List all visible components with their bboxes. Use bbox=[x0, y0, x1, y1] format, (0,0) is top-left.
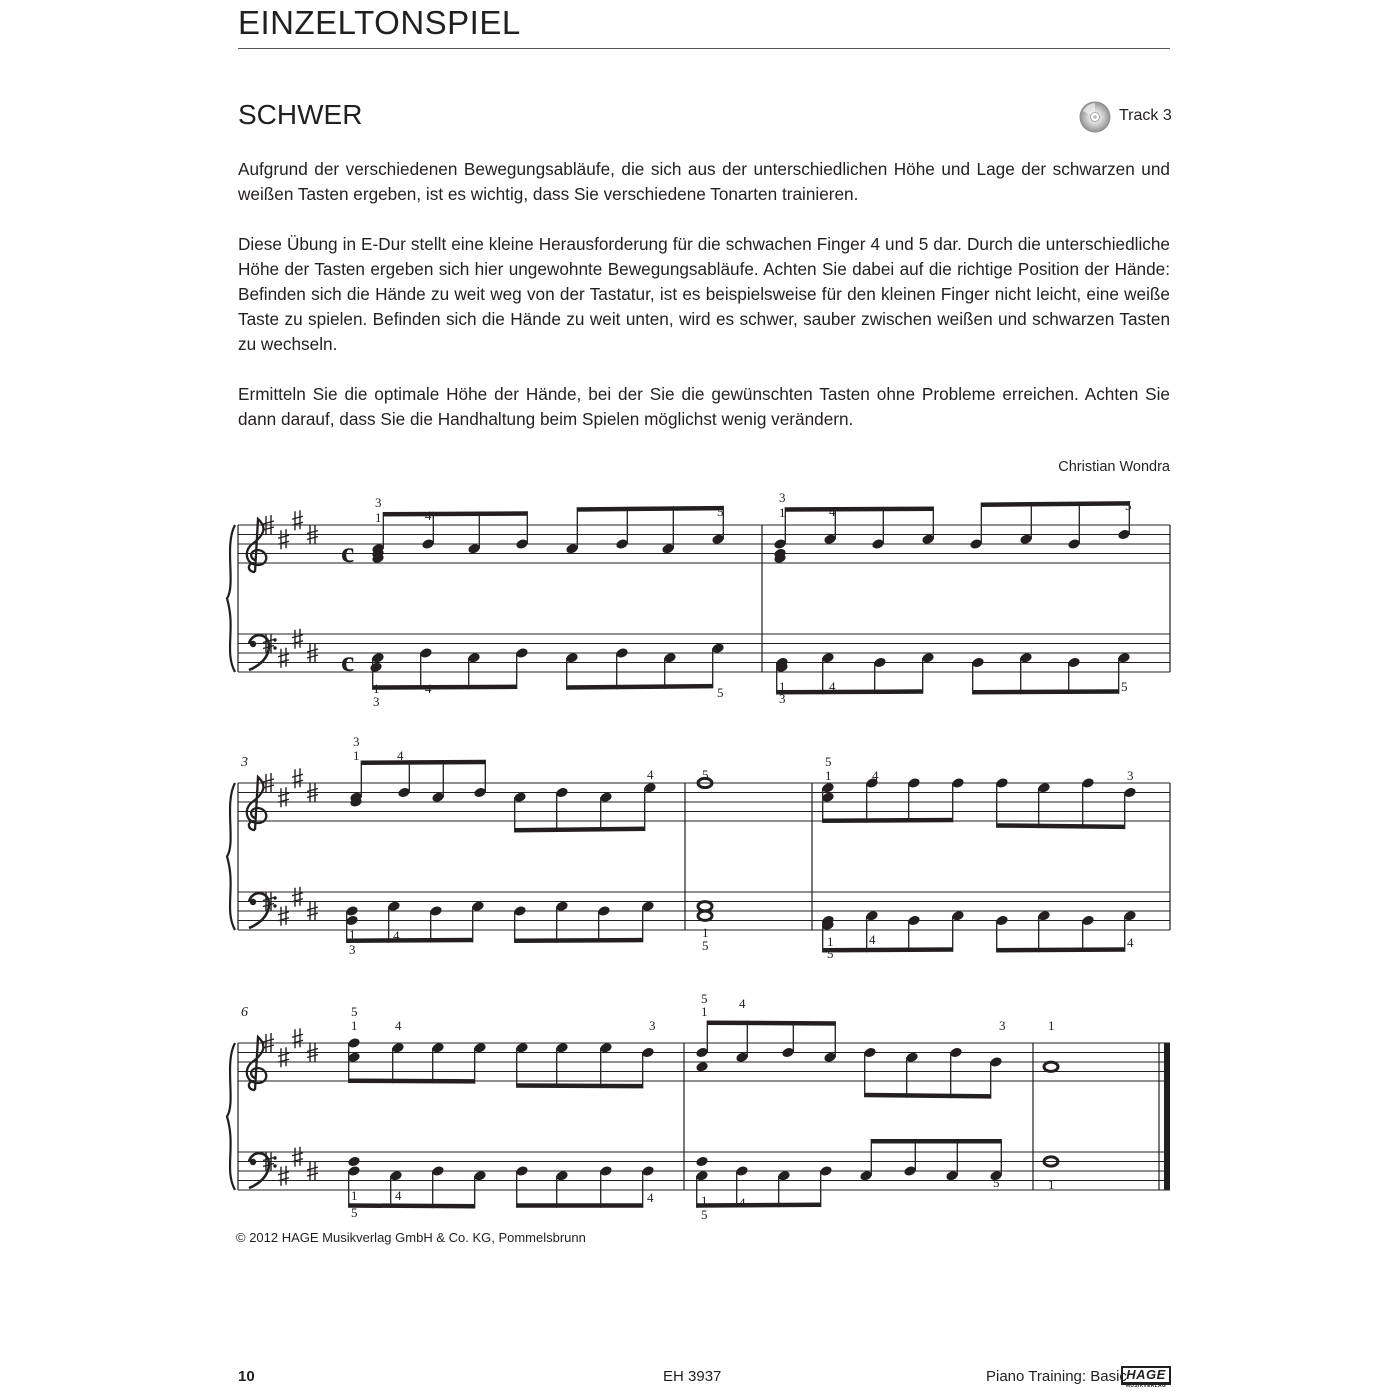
treble-clef bbox=[247, 1037, 266, 1090]
fingering-number: 4 bbox=[739, 996, 746, 1011]
sharp-sign bbox=[278, 787, 289, 807]
final-barline-thick bbox=[1164, 1043, 1170, 1190]
fingering-number: 4 bbox=[869, 932, 876, 947]
fingering-number: 4 bbox=[1127, 935, 1134, 950]
fingering-number: 1 bbox=[825, 768, 832, 783]
fingering-number: 3 bbox=[375, 495, 382, 510]
fingering-number: 5 bbox=[993, 1175, 1000, 1190]
beam bbox=[577, 506, 723, 512]
fingering-number: 4 bbox=[425, 508, 432, 523]
sharp-sign bbox=[278, 529, 289, 549]
sharp-sign bbox=[278, 1047, 289, 1067]
measure-number: 6 bbox=[241, 1005, 248, 1020]
fingering-number: 3 bbox=[349, 942, 356, 957]
fingering-number: 1 bbox=[353, 748, 360, 763]
fingering-number: 3 bbox=[999, 1018, 1006, 1033]
publisher-logo-subtext: MUSIKVERLAG bbox=[1125, 1383, 1167, 1389]
fingering-number: 1 bbox=[375, 510, 382, 525]
whole-note bbox=[1044, 1062, 1058, 1071]
catalog-number: EH 3937 bbox=[663, 1368, 722, 1385]
sharp-sign bbox=[292, 887, 303, 907]
beam bbox=[865, 1093, 991, 1099]
exercise-paragraph: Diese Übung in E-Dur stellt eine kleine Herausforderung für die schwachen Finger 4 und 5 dar. Durch die unterschiedliche Höhe der Tasten ergeben sich hier ungewohnte Bewegungsabläufe. Achten Sie dabei auf die richtige Position der Hände: Befinden sich die Hände zu weit weg von der Tastatur, ist es beispielsweise für den kleinen Finger nicht leicht, eine weiße Taste zu spielen. Befinden sich die Hände zu weit unten, wird es schwer, sauber zwischen weißen und schwarzen Tasten zu wechseln. bbox=[238, 234, 1170, 354]
fingering-number: 1 bbox=[701, 1193, 708, 1208]
track-label: Track 3 bbox=[1119, 107, 1172, 124]
chord-note-head bbox=[695, 1061, 709, 1073]
treble-clef bbox=[247, 777, 266, 830]
intro-paragraph: Aufgrund der verschiedenen Bewegungsabläufe, die sich aus der unterschiedlichen Höhe und Lage der schwarzen und weißen Tasten ergeben, ist es wichtig, dass Sie verschiedene Tonarten trainieren. bbox=[238, 159, 1170, 204]
bass-clef-dot bbox=[273, 1164, 276, 1167]
sharp-sign bbox=[278, 906, 289, 926]
sharp-sign bbox=[292, 768, 303, 788]
fingering-number: 4 bbox=[829, 679, 836, 694]
bass-clef-dot bbox=[273, 904, 276, 907]
beam bbox=[567, 684, 713, 690]
bass-clef-dot bbox=[250, 1159, 256, 1165]
book-title: Piano Training: Basic bbox=[986, 1368, 1127, 1385]
bass-clef-dot bbox=[250, 899, 256, 905]
fingering-number: 3 bbox=[373, 694, 380, 709]
whole-note bbox=[698, 911, 712, 920]
fingering-number: 4 bbox=[395, 1188, 402, 1203]
fingering-number: 1 bbox=[827, 934, 834, 949]
beam bbox=[707, 1021, 835, 1026]
beam bbox=[373, 685, 517, 690]
time-signature: c bbox=[341, 645, 355, 678]
fingering-number: 1 bbox=[1048, 1177, 1055, 1192]
exercise-title: SCHWER bbox=[238, 99, 363, 130]
sharp-sign bbox=[278, 1166, 289, 1186]
fingering-number: 4 bbox=[393, 928, 400, 943]
beam bbox=[517, 1203, 643, 1208]
beam bbox=[981, 501, 1129, 507]
fingering-number: 5 bbox=[702, 767, 709, 782]
fingering-number: 1 bbox=[351, 1188, 358, 1203]
whole-note bbox=[698, 902, 712, 911]
grand-staff-brace bbox=[227, 525, 235, 672]
fingering-number: 1 bbox=[779, 505, 786, 520]
sharp-sign bbox=[278, 648, 289, 668]
beam bbox=[697, 1203, 821, 1208]
fingering-number: 4 bbox=[647, 1190, 654, 1205]
fingering-number: 5 bbox=[1121, 679, 1128, 694]
fingering-number: 5 bbox=[701, 1207, 708, 1222]
sharp-sign bbox=[292, 510, 303, 530]
beam bbox=[871, 1139, 1001, 1144]
beam bbox=[383, 511, 527, 516]
bass-clef-dot bbox=[250, 641, 256, 647]
fingering-number: 4 bbox=[647, 767, 654, 782]
beam bbox=[347, 938, 473, 943]
section-header: EINZELTONSPIEL bbox=[238, 4, 521, 41]
beam bbox=[515, 827, 645, 833]
fingering-number: 1 bbox=[1048, 1018, 1055, 1033]
copyright-notice: © 2012 HAGE Musikverlag GmbH & Co. KG, Pommelsbrunn bbox=[236, 1230, 586, 1245]
fingering-number: 3 bbox=[649, 1018, 656, 1033]
page-number: 10 bbox=[238, 1368, 255, 1385]
fingering-number: 4 bbox=[872, 768, 879, 783]
beam bbox=[517, 1083, 643, 1088]
beam bbox=[515, 938, 643, 943]
fingering-number: 5 bbox=[1125, 498, 1132, 513]
beam bbox=[973, 689, 1119, 694]
beam bbox=[349, 1078, 475, 1083]
fingering-number: 5 bbox=[717, 685, 724, 700]
fingering-number: 5 bbox=[701, 991, 708, 1006]
beam bbox=[349, 1203, 475, 1208]
fingering-number: 4 bbox=[397, 748, 404, 763]
fingering-number: 4 bbox=[425, 681, 432, 696]
fingering-number: 4 bbox=[395, 1018, 402, 1033]
fingering-number: 3 bbox=[779, 490, 786, 505]
sharp-sign bbox=[292, 629, 303, 649]
fingering-number: 3 bbox=[1127, 768, 1134, 783]
beam bbox=[361, 760, 485, 765]
fingering-number: 3 bbox=[353, 734, 360, 749]
beam bbox=[785, 507, 933, 512]
fingering-number: 5 bbox=[717, 504, 724, 519]
sharp-sign bbox=[292, 1147, 303, 1167]
fingering-number: 3 bbox=[779, 691, 786, 706]
fingering-number: 4 bbox=[829, 504, 836, 519]
fingering-number: 1 bbox=[779, 679, 786, 694]
beam bbox=[997, 947, 1125, 952]
fingering-number: 5 bbox=[702, 938, 709, 953]
fingering-number: 5 bbox=[351, 1205, 358, 1220]
fingering-number: 5 bbox=[827, 946, 834, 961]
chord-note-head bbox=[347, 1155, 361, 1167]
measure-number: 3 bbox=[241, 755, 248, 770]
grand-staff-brace bbox=[227, 783, 235, 930]
chord-note-head bbox=[695, 1155, 709, 1167]
beam bbox=[777, 689, 923, 694]
publisher-logo bbox=[1121, 1366, 1171, 1389]
chord-note-head bbox=[369, 661, 383, 673]
advice-paragraph: Ermitteln Sie die optimale Höhe der Hände, bei der Sie die gewünschten Tasten ohne Probleme erreichen. Achten Sie dann darauf, dass Sie die Handhaltung beim Spielen möglichst wenig verändern. bbox=[238, 384, 1170, 429]
fingering-number: 1 bbox=[373, 681, 380, 696]
beam bbox=[823, 818, 953, 823]
fingering-number: 1 bbox=[349, 927, 356, 942]
publisher-logo-text: HAGE bbox=[1121, 1366, 1171, 1385]
fingering-number: 1 bbox=[351, 1018, 358, 1033]
treble-clef bbox=[247, 519, 266, 572]
fingering-number: 1 bbox=[702, 925, 709, 940]
grand-staff-brace bbox=[227, 1043, 235, 1190]
fingering-number: 4 bbox=[739, 1195, 746, 1210]
fingering-number: 1 bbox=[701, 1004, 708, 1019]
composer-credit: Christian Wondra bbox=[1058, 459, 1170, 475]
sharp-sign bbox=[292, 1028, 303, 1048]
beam bbox=[997, 823, 1125, 829]
fingering-number: 5 bbox=[351, 1004, 358, 1019]
beam bbox=[823, 947, 953, 952]
bass-clef-dot bbox=[273, 646, 276, 649]
time-signature: c bbox=[341, 536, 355, 569]
fingering-number: 5 bbox=[825, 754, 832, 769]
